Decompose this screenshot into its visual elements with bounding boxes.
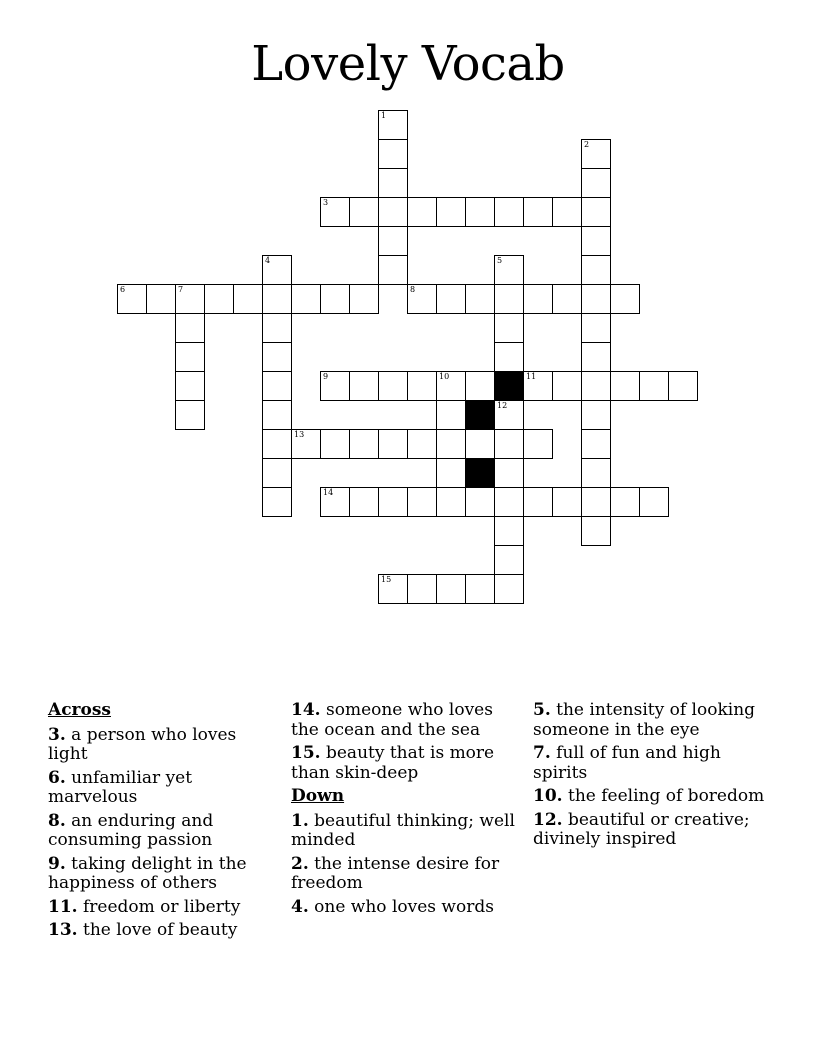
clue-number: 11. bbox=[48, 896, 78, 917]
grid-cell[interactable] bbox=[465, 371, 495, 401]
grid-cell[interactable] bbox=[320, 371, 350, 401]
grid-cell[interactable] bbox=[465, 429, 495, 459]
grid-cell[interactable] bbox=[175, 342, 205, 372]
grid-cell[interactable] bbox=[175, 400, 205, 430]
grid-cell[interactable] bbox=[378, 226, 408, 256]
grid-cell[interactable] bbox=[436, 284, 466, 314]
clue bbox=[48, 769, 268, 808]
grid-cell[interactable] bbox=[581, 371, 611, 401]
clues-column-3 bbox=[533, 701, 773, 854]
clue bbox=[48, 898, 268, 918]
grid-cell[interactable] bbox=[407, 284, 437, 314]
grid-cell[interactable] bbox=[523, 284, 553, 314]
clue-number: 2 bbox=[584, 140, 590, 149]
grid-cell[interactable] bbox=[436, 458, 466, 488]
grid-cell[interactable] bbox=[465, 284, 495, 314]
clue-number: 10 bbox=[439, 372, 450, 381]
grid-cell[interactable] bbox=[552, 371, 582, 401]
grid-cell[interactable] bbox=[320, 197, 350, 227]
grid-cell[interactable] bbox=[291, 284, 321, 314]
grid-cell[interactable] bbox=[494, 574, 524, 604]
clue-text: a person who loves light bbox=[48, 724, 237, 764]
clue-number: 14 bbox=[323, 488, 334, 497]
clue bbox=[291, 855, 516, 894]
down-heading: Down bbox=[291, 786, 345, 806]
grid-cell[interactable] bbox=[378, 168, 408, 198]
grid-cell[interactable] bbox=[581, 313, 611, 343]
grid-cell[interactable] bbox=[436, 429, 466, 459]
grid-cell[interactable] bbox=[204, 284, 234, 314]
grid-cell[interactable] bbox=[349, 197, 379, 227]
clue-text: someone who loves the ocean and the sea bbox=[291, 700, 493, 740]
grid-cell[interactable] bbox=[349, 429, 379, 459]
clue-text: the love of beauty bbox=[82, 920, 238, 940]
grid-cell[interactable] bbox=[378, 197, 408, 227]
clue-number: 12. bbox=[533, 809, 563, 830]
grid-cell[interactable] bbox=[552, 197, 582, 227]
clue bbox=[48, 921, 268, 941]
clue bbox=[291, 898, 516, 918]
grid-cell[interactable] bbox=[407, 197, 437, 227]
puzzle-title: Lovely Vocab bbox=[251, 36, 565, 92]
clue-number: 6 bbox=[120, 285, 126, 294]
clue-number: 8 bbox=[410, 285, 416, 294]
across-clue-list bbox=[48, 726, 268, 941]
clue-number: 7. bbox=[533, 743, 551, 763]
clue-text: beauty that is more than skin-deep bbox=[291, 743, 495, 783]
clue-number: 15. bbox=[291, 743, 321, 763]
grid-cell[interactable] bbox=[436, 400, 466, 430]
grid-cell[interactable] bbox=[407, 574, 437, 604]
grid-cell[interactable] bbox=[494, 255, 524, 285]
grid-cell[interactable] bbox=[320, 284, 350, 314]
grid-cell[interactable] bbox=[581, 400, 611, 430]
clue-text: the intensity of looking someone in the eye bbox=[533, 700, 756, 740]
clue bbox=[291, 744, 516, 783]
grid-cell[interactable] bbox=[581, 342, 611, 372]
grid-cell[interactable] bbox=[378, 487, 408, 517]
down-clue-list bbox=[291, 812, 516, 918]
grid-cell[interactable] bbox=[146, 284, 176, 314]
grid-cell[interactable] bbox=[494, 400, 524, 430]
clue-text: the intense desire for freedom bbox=[291, 853, 500, 893]
clue-text: beautiful or creative; divinely inspired bbox=[533, 809, 750, 849]
clue-number: 8. bbox=[48, 810, 66, 831]
grid-cell[interactable] bbox=[378, 255, 408, 285]
clue bbox=[48, 726, 268, 765]
grid-cell[interactable] bbox=[494, 487, 524, 517]
grid-cell[interactable] bbox=[436, 574, 466, 604]
grid-cell[interactable] bbox=[465, 574, 495, 604]
black-square bbox=[465, 400, 495, 430]
down-clue-list-continued bbox=[533, 701, 773, 850]
grid-cell[interactable] bbox=[378, 429, 408, 459]
grid-cell[interactable] bbox=[639, 371, 669, 401]
grid-cell[interactable] bbox=[320, 429, 350, 459]
grid-cell[interactable] bbox=[494, 284, 524, 314]
clue-text: taking delight in the happiness of others bbox=[48, 853, 247, 893]
clue-number: 9. bbox=[48, 853, 66, 874]
grid-cell[interactable] bbox=[494, 197, 524, 227]
grid-cell[interactable] bbox=[407, 429, 437, 459]
grid-cell[interactable] bbox=[552, 284, 582, 314]
clue-text: full of fun and high spirits bbox=[533, 743, 721, 783]
grid-cell[interactable] bbox=[320, 487, 350, 517]
grid-cell[interactable] bbox=[378, 139, 408, 169]
grid-cell[interactable] bbox=[465, 197, 495, 227]
grid-cell[interactable] bbox=[581, 458, 611, 488]
grid-cell[interactable] bbox=[436, 487, 466, 517]
clue-number: 13. bbox=[48, 920, 78, 940]
grid-cell[interactable] bbox=[523, 429, 553, 459]
clue-number: 15 bbox=[381, 575, 392, 584]
clue-number: 3. bbox=[48, 724, 66, 745]
grid-cell[interactable] bbox=[581, 284, 611, 314]
clue bbox=[291, 701, 516, 740]
grid-cell[interactable] bbox=[407, 487, 437, 517]
grid-cell[interactable] bbox=[262, 400, 292, 430]
grid-cell[interactable] bbox=[494, 545, 524, 575]
grid-cell[interactable] bbox=[581, 226, 611, 256]
grid-cell[interactable] bbox=[494, 313, 524, 343]
clue-number: 10. bbox=[533, 786, 563, 806]
grid-cell[interactable] bbox=[378, 371, 408, 401]
grid-cell[interactable] bbox=[581, 255, 611, 285]
grid-cell[interactable] bbox=[291, 429, 321, 459]
clue-number: 3 bbox=[323, 198, 329, 207]
clue-number: 1. bbox=[291, 810, 309, 831]
clue-number: 4. bbox=[291, 896, 309, 917]
clue-number: 14. bbox=[291, 700, 321, 720]
clue-number: 2. bbox=[291, 853, 309, 874]
grid-cell[interactable] bbox=[378, 110, 408, 140]
clue bbox=[291, 812, 516, 851]
clue-text: an enduring and consuming passion bbox=[48, 810, 214, 850]
clue-text: unfamiliar yet marvelous bbox=[48, 767, 193, 807]
grid-cell[interactable] bbox=[494, 516, 524, 546]
grid-cell[interactable] bbox=[581, 168, 611, 198]
black-square bbox=[465, 458, 495, 488]
grid-cell[interactable] bbox=[523, 197, 553, 227]
grid-cell[interactable] bbox=[494, 458, 524, 488]
grid-cell[interactable] bbox=[175, 284, 205, 314]
clue bbox=[48, 855, 268, 894]
clue-number: 13 bbox=[294, 430, 305, 439]
grid-cell[interactable] bbox=[581, 487, 611, 517]
grid-cell[interactable] bbox=[262, 429, 292, 459]
grid-cell[interactable] bbox=[639, 487, 669, 517]
clue-number: 5 bbox=[497, 256, 503, 265]
black-square bbox=[494, 371, 524, 401]
clue-text: the feeling of boredom bbox=[567, 786, 765, 806]
clue-text: one who loves words bbox=[314, 896, 494, 917]
clue-number: 4 bbox=[265, 256, 271, 265]
grid-cell[interactable] bbox=[494, 342, 524, 372]
grid-cell[interactable] bbox=[349, 487, 379, 517]
grid-cell[interactable] bbox=[233, 284, 263, 314]
grid-cell[interactable] bbox=[581, 429, 611, 459]
grid-cell[interactable] bbox=[262, 458, 292, 488]
clue-number: 11 bbox=[526, 372, 537, 381]
clue-text: beautiful thinking; well minded bbox=[291, 810, 515, 850]
clues-column-1 bbox=[48, 701, 268, 945]
clue-number: 1 bbox=[381, 111, 387, 120]
clue-number: 12 bbox=[497, 401, 508, 410]
clue bbox=[533, 811, 773, 850]
clue bbox=[533, 787, 773, 807]
across-clue-list-continued bbox=[291, 701, 516, 783]
clue-text: freedom or liberty bbox=[82, 896, 241, 917]
grid-cell[interactable] bbox=[349, 284, 379, 314]
clues-column-2 bbox=[291, 701, 516, 921]
grid-cell[interactable] bbox=[436, 197, 466, 227]
grid-cell[interactable] bbox=[262, 342, 292, 372]
grid-cell[interactable] bbox=[523, 487, 553, 517]
grid-cell[interactable] bbox=[552, 487, 582, 517]
grid-cell[interactable] bbox=[175, 313, 205, 343]
clue-number: 6. bbox=[48, 767, 66, 788]
grid-cell[interactable] bbox=[262, 284, 292, 314]
grid-cell[interactable] bbox=[581, 516, 611, 546]
grid-cell[interactable] bbox=[494, 429, 524, 459]
grid-cell[interactable] bbox=[262, 255, 292, 285]
grid-cell[interactable] bbox=[349, 371, 379, 401]
clue-number: 7 bbox=[178, 285, 184, 294]
grid-cell[interactable] bbox=[523, 371, 553, 401]
grid-cell[interactable] bbox=[581, 197, 611, 227]
grid-cell[interactable] bbox=[668, 371, 698, 401]
grid-cell[interactable] bbox=[465, 487, 495, 517]
clue bbox=[533, 744, 773, 783]
grid-cell[interactable] bbox=[262, 313, 292, 343]
clue bbox=[533, 701, 773, 740]
grid-cell[interactable] bbox=[262, 487, 292, 517]
grid-cell[interactable] bbox=[262, 371, 292, 401]
grid-cell[interactable] bbox=[610, 371, 640, 401]
grid-cell[interactable] bbox=[117, 284, 147, 314]
grid-cell[interactable] bbox=[581, 139, 611, 169]
grid-cell[interactable] bbox=[378, 574, 408, 604]
grid-cell[interactable] bbox=[610, 284, 640, 314]
grid-cell[interactable] bbox=[610, 487, 640, 517]
across-heading: Across bbox=[48, 700, 111, 720]
grid-cell[interactable] bbox=[407, 371, 437, 401]
grid-cell[interactable] bbox=[175, 371, 205, 401]
grid-cell[interactable] bbox=[436, 371, 466, 401]
clue-number: 9 bbox=[323, 372, 329, 381]
clue-number: 5. bbox=[533, 700, 551, 720]
clue bbox=[48, 812, 268, 851]
